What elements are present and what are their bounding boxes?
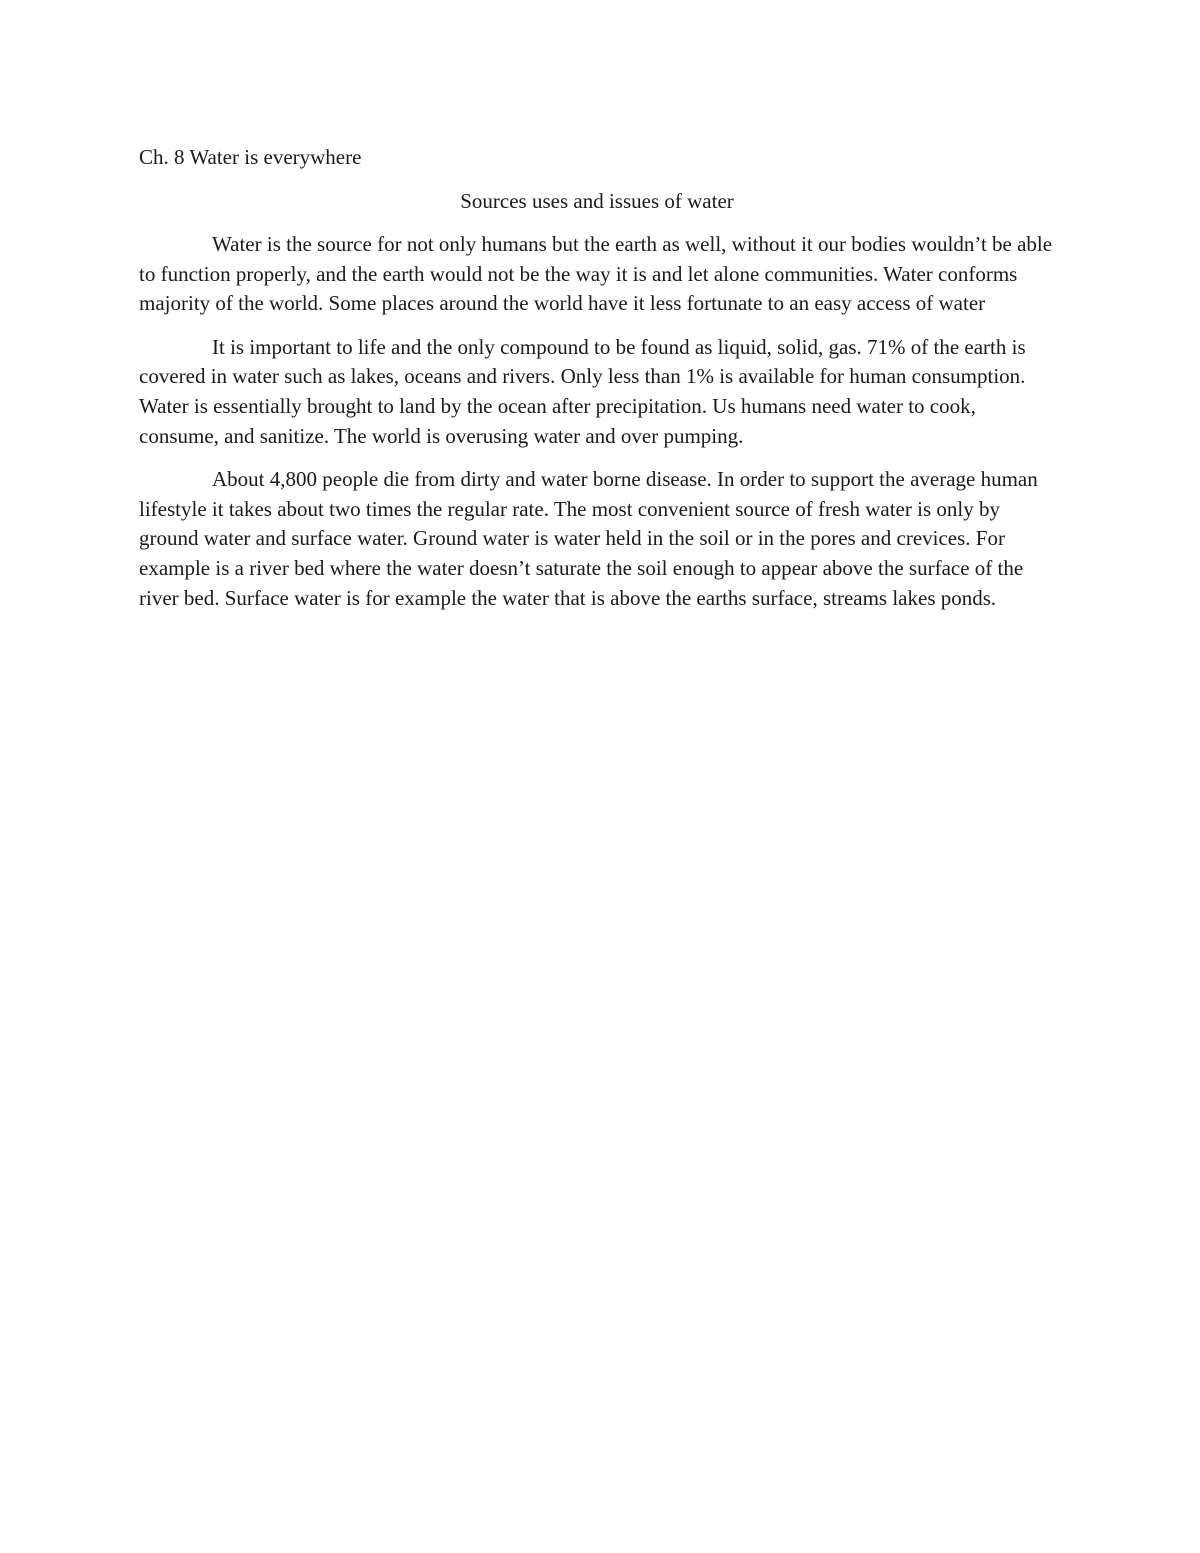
chapter-heading: Ch. 8 Water is everywhere xyxy=(139,145,362,169)
document-body xyxy=(139,142,1055,613)
paragraph-importance: It is important to life and the only compound to be found as liquid, solid, gas. 71% of the earth is covered in water such as lakes, oceans and rivers. Only less than 1% is available for human consumption. Water is essentially brought to land by the ocean after precipitation. Us humans need water to cook, consume, and sanitize. The world is overusing water and over pumping. xyxy=(139,334,1026,448)
paragraph-sources: About 4,800 people die from dirty and water borne disease. In order to support the average human lifestyle it takes about two times the regular rate. The most convenient source of fresh water is only by ground water and surface water. Ground water is water held in the soil or in the pores and crevices. For example is a river bed where the water doesn’t saturate the soil enough to appear above the surface of the river bed. Surface water is for example the water that is above the earths surface, streams lakes ponds. xyxy=(139,467,1038,610)
document-title: Sources uses and issues of water xyxy=(460,189,734,213)
paragraph-intro: Water is the source for not only humans but the earth as well, without it our bodies wouldn’t be able to function properly, and the earth would not be the way it is and let alone communities. Water conforms majority of the world. Some places around the world have it less fortunate to an easy access of water xyxy=(139,232,1053,316)
